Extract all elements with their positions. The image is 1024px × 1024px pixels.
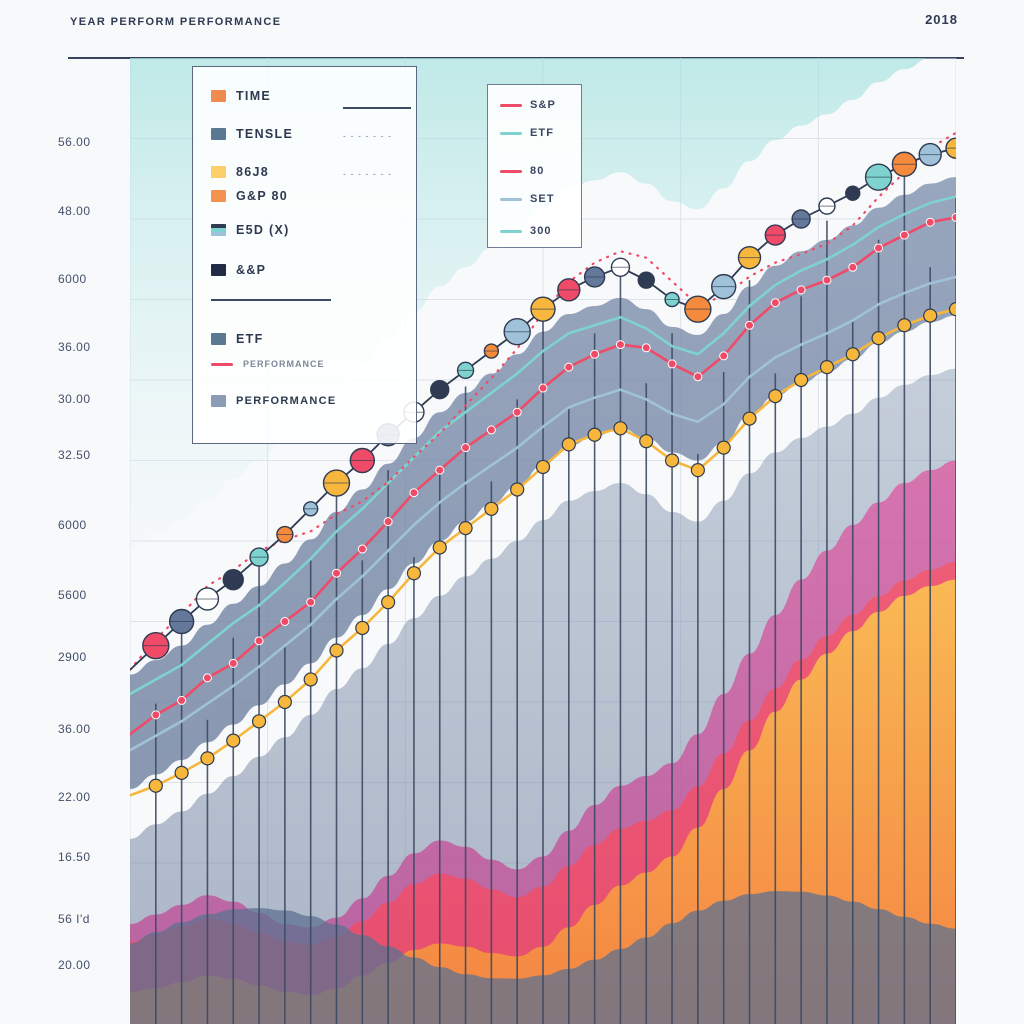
legend-swatch-etf	[211, 333, 226, 345]
y-tick-7: 5600	[58, 588, 87, 602]
legend-swatch-time	[211, 90, 226, 102]
legend-label-gp80: G&P 80	[236, 189, 289, 203]
y-tick-13: 20.00	[58, 958, 91, 972]
legend2-label-sp: S&P	[530, 99, 556, 111]
y-tick-8: 2900	[58, 650, 87, 664]
legend-label-performance: PERFORMANCE	[236, 395, 337, 407]
legend-label-time: TIME	[236, 89, 272, 103]
y-tick-2: 6000	[58, 272, 87, 286]
y-tick-10: 22.00	[58, 790, 91, 804]
legend2-swatch-80	[500, 170, 522, 173]
legend-swatch-performance	[211, 395, 226, 407]
legend-label-sp: &&P	[236, 263, 267, 277]
y-tick-12: 56 I'd	[58, 912, 90, 926]
legend-sub-etf: PERFORMANCE	[243, 359, 325, 369]
legend-swatch-etf-line	[211, 363, 233, 366]
legend2-swatch-set	[500, 198, 522, 201]
legend2-label-300: 300	[530, 225, 552, 237]
y-tick-4: 30.00	[58, 392, 91, 406]
y-tick-1: 48.00	[58, 204, 91, 218]
y-tick-5: 32.50	[58, 448, 91, 462]
legend2-swatch-etf	[500, 132, 522, 135]
legend-swatch-gp80	[211, 190, 226, 202]
legend-main[interactable]	[192, 66, 417, 444]
legend-label-e5d: E5D (X)	[236, 223, 290, 237]
legend-secondary[interactable]	[487, 84, 582, 248]
legend-rule-2	[211, 299, 331, 301]
legend2-swatch-sp	[500, 104, 522, 107]
page-title: YEAR PERFORM PERFORMANCE	[70, 16, 282, 28]
legend2-swatch-300	[500, 230, 522, 233]
legend-swatch-sp	[211, 264, 226, 276]
y-tick-6: 6000	[58, 518, 87, 532]
y-tick-3: 36.00	[58, 340, 91, 354]
legend2-label-etf: ETF	[530, 127, 555, 139]
y-tick-11: 16.50	[58, 850, 91, 864]
legend-rule-1	[343, 107, 411, 109]
legend-label-tensle: TENSLE	[236, 127, 294, 141]
legend-label-etf: ETF	[236, 332, 264, 346]
legend-swatch-tensle	[211, 128, 226, 140]
year-label: 2018	[925, 12, 958, 27]
legend2-label-set: SET	[530, 193, 555, 205]
legend-dash-2: - - - - - - -	[343, 169, 392, 179]
legend-swatch-86j8	[211, 166, 226, 178]
legend-dash-1: - - - - - - -	[343, 131, 392, 141]
y-tick-9: 36.00	[58, 722, 91, 736]
y-tick-0: 56.00	[58, 135, 91, 149]
legend-swatch-e5d	[211, 224, 226, 236]
legend-label-86j8: 86J8	[236, 165, 270, 179]
legend2-label-80: 80	[530, 165, 545, 177]
